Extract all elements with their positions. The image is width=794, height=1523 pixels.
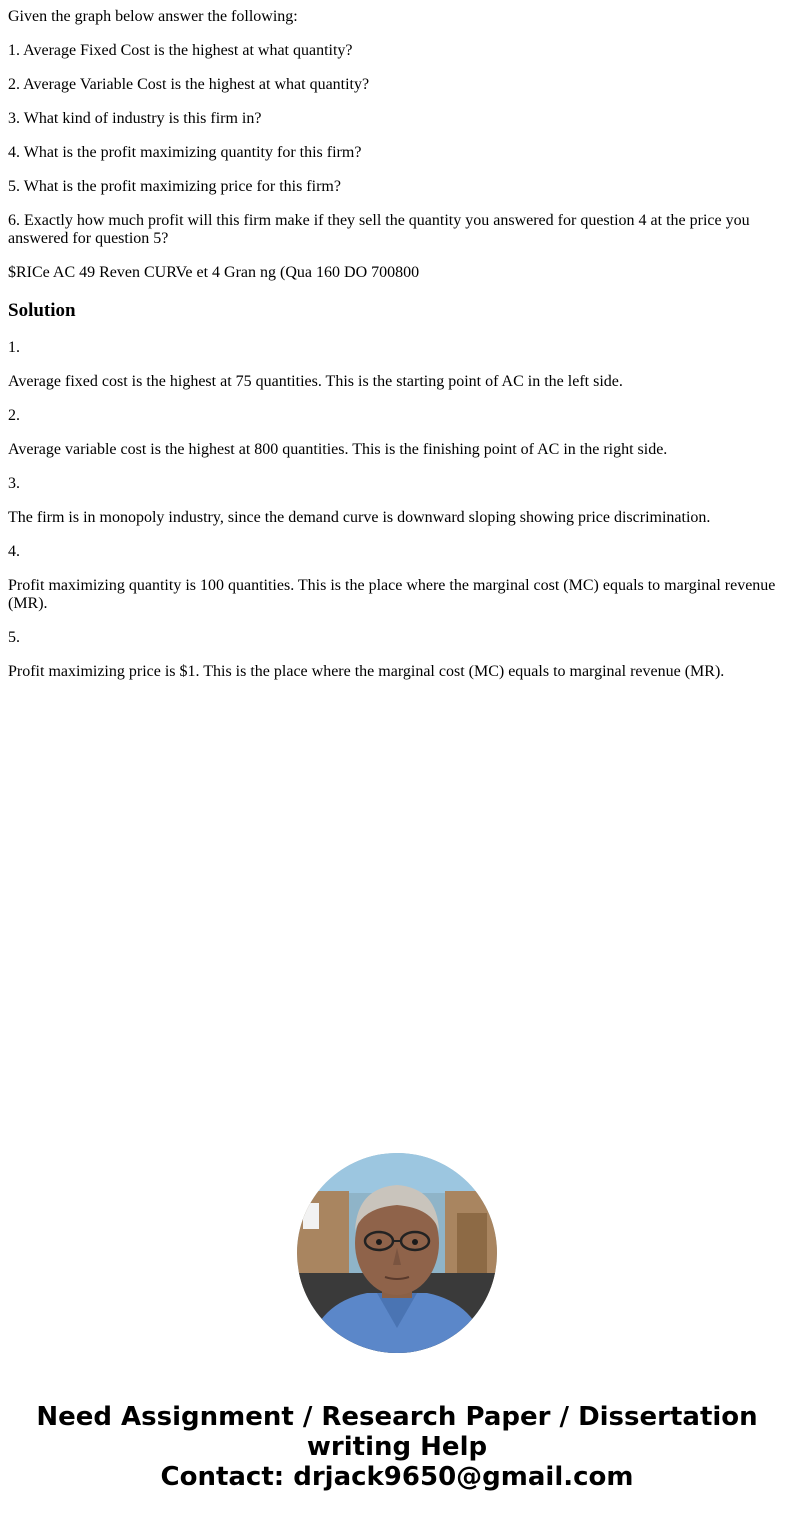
graph-ocr-text: $RICe AC 49 Reven CURVe et 4 Gran ng (Qua 160 DO 700800 xyxy=(8,264,420,281)
footer-line-2: writing Help xyxy=(306,1432,488,1462)
question-item-1: 1. Average Fixed Cost is the highest at what quantity? xyxy=(8,42,353,59)
question-item-5: 5. What is the profit maximizing price for this firm? xyxy=(8,178,341,195)
answer-number-5: 5. xyxy=(8,629,20,646)
answer-number-2: 2. xyxy=(8,407,20,424)
answer-number-1: 1. xyxy=(8,339,20,356)
answer-number-4: 4. xyxy=(8,543,20,560)
question-intro: Given the graph below answer the following: xyxy=(8,8,298,25)
answer-text-5: Profit maximizing price is $1. This is the place where the marginal cost (MC) equals to marginal revenue (MR). xyxy=(8,663,725,680)
solution-heading: Solution xyxy=(8,300,76,321)
answer-text-4: Profit maximizing quantity is 100 quantities. This is the place where the marginal cost (MC) equals to marginal revenue (MR). xyxy=(8,577,776,612)
document-body xyxy=(0,0,794,681)
answer-number-3: 3. xyxy=(8,475,20,492)
tutor-portrait-image xyxy=(297,1153,497,1353)
footer-line-1: Need Assignment / Research Paper / Dissertation xyxy=(36,1402,758,1432)
answer-text-3: The firm is in monopoly industry, since the demand curve is downward sloping showing price discrimination. xyxy=(8,509,711,526)
footer-banner xyxy=(0,1402,794,1492)
question-item-6: 6. Exactly how much profit will this firm make if they sell the quantity you answered for question 4 at the price you answered for question 5? xyxy=(8,212,750,247)
tutor-avatar xyxy=(297,1153,497,1353)
question-item-3: 3. What kind of industry is this firm in? xyxy=(8,110,262,127)
answer-text-1: Average fixed cost is the highest at 75 quantities. This is the starting point of AC in the left side. xyxy=(8,373,623,390)
question-item-4: 4. What is the profit maximizing quantity for this firm? xyxy=(8,144,362,161)
question-item-2: 2. Average Variable Cost is the highest at what quantity? xyxy=(8,76,370,93)
footer-contact: Contact: drjack9650@gmail.com xyxy=(160,1462,634,1492)
answer-text-2: Average variable cost is the highest at 800 quantities. This is the finishing point of AC in the right side. xyxy=(8,441,668,458)
